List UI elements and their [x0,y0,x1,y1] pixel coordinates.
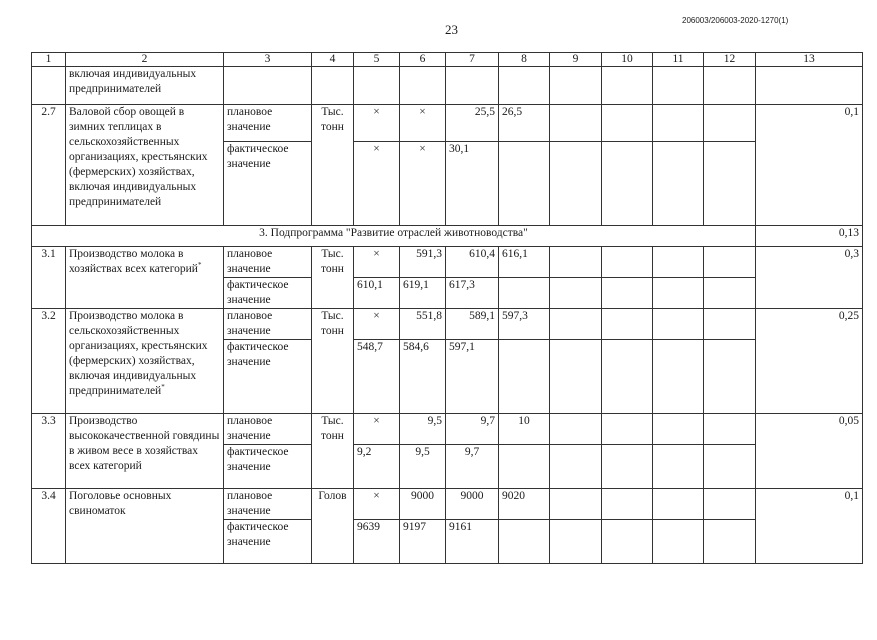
header-cell: 7 [446,53,499,67]
value-cell: 616,1 [499,247,550,278]
continuation-row [32,67,863,105]
header-cell: 8 [499,53,550,67]
value-cell: 9,5 [400,445,446,489]
indicator-name: Производство молока в сельскохозяйственных организациях, крестьянских (фермерских) хозяйствах, включая индивидуальных предпринимателей* [66,309,224,414]
header-cell: 4 [312,53,354,67]
weight-cell: 0,13 [756,226,863,247]
indicator-name: Производство высококачественной говядины в живом весе в хозяйствах всех категорий [66,414,224,489]
fact-label: фактическое значение [224,278,312,309]
document-code: 206003/206003-2020-1270(1) [682,16,789,25]
value-cell: 619,1 [400,278,446,309]
weight-cell: 0,1 [756,105,863,226]
value-cell: 9197 [400,520,446,564]
plan-label: плановое значение [224,489,312,520]
plan-label: плановое значение [224,414,312,445]
value-cell: 9020 [499,489,550,520]
header-row [32,53,863,67]
value-cell: 597,1 [446,340,499,414]
plan-label: плановое значение [224,309,312,340]
value-cell: 551,8 [400,309,446,340]
fact-label: фактическое значение [224,142,312,226]
unit: Тыс. тонн [312,414,354,489]
value-cell: 9000 [400,489,446,520]
value-cell: 10 [499,414,550,445]
value-cell: 584,6 [400,340,446,414]
indicator-name: Производство молока в хозяйствах всех категорий* [66,247,224,309]
row-number: 3.3 [32,414,66,489]
header-cell: 2 [66,53,224,67]
value-cell: 597,3 [499,309,550,340]
value-cell: 610,1 [354,278,400,309]
plan-label: плановое значение [224,247,312,278]
header-cell: 1 [32,53,66,67]
indicator-name: включая индивидуальных предпринимателей [66,67,224,105]
value-cell: × [400,105,446,142]
footnote-mark: * [161,383,165,392]
value-cell: 9161 [446,520,499,564]
value-cell: 548,7 [354,340,400,414]
value-cell: × [354,489,400,520]
fact-label: фактическое значение [224,340,312,414]
row-number: 3.1 [32,247,66,309]
row-number: 2.7 [32,105,66,226]
value-cell: × [354,309,400,340]
header-cell: 13 [756,53,863,67]
value-cell: 9,7 [446,445,499,489]
value-cell: 9,7 [446,414,499,445]
value-cell: 9,5 [400,414,446,445]
weight-cell: 0,3 [756,247,863,309]
value-cell: 26,5 [499,105,550,142]
value-cell: × [354,414,400,445]
header-cell: 3 [224,53,312,67]
unit: Тыс. тонн [312,247,354,309]
value-cell: 25,5 [446,105,499,142]
indicator-name: Валовой сбор овощей в зимних теплицах в сельскохозяйственных организациях, крестьянских (фермерских) хозяйствах, включая индивидуальных предпринимателей [66,105,224,226]
header-cell: 9 [550,53,602,67]
unit: Тыс. тонн [312,105,354,226]
fact-label: фактическое значение [224,445,312,489]
table-row [32,309,863,340]
value-cell: 617,3 [446,278,499,309]
section-row [32,226,863,247]
value-cell: 30,1 [446,142,499,226]
table-row [32,247,863,278]
header-cell: 11 [653,53,704,67]
weight-cell: 0,05 [756,414,863,489]
value-cell: × [354,247,400,278]
section-title: 3. Подпрограмма "Развитие отраслей животноводства" [32,226,756,247]
table-row [32,105,863,142]
fact-label: фактическое значение [224,520,312,564]
value-cell: × [354,142,400,226]
value-cell: 591,3 [400,247,446,278]
indicator-name: Поголовье основных свиноматок [66,489,224,564]
unit: Тыс. тонн [312,309,354,414]
row-number: 3.2 [32,309,66,414]
value-cell: 9000 [446,489,499,520]
weight-cell: 0,25 [756,309,863,414]
value-cell: 589,1 [446,309,499,340]
value-cell: 9639 [354,520,400,564]
value-cell: 9,2 [354,445,400,489]
header-cell: 12 [704,53,756,67]
unit: Голов [312,489,354,564]
weight-cell: 0,1 [756,489,863,564]
table-row [32,414,863,445]
header-cell: 6 [400,53,446,67]
page-number: 23 [445,22,458,37]
row-number: 3.4 [32,489,66,564]
table-row [32,489,863,520]
value-cell: 610,4 [446,247,499,278]
header-cell: 5 [354,53,400,67]
footnote-mark: * [197,261,202,270]
indicators-table [31,52,863,564]
value-cell: × [400,142,446,226]
value-cell: × [354,105,400,142]
header-cell: 10 [602,53,653,67]
plan-label: плановое значение [224,105,312,142]
